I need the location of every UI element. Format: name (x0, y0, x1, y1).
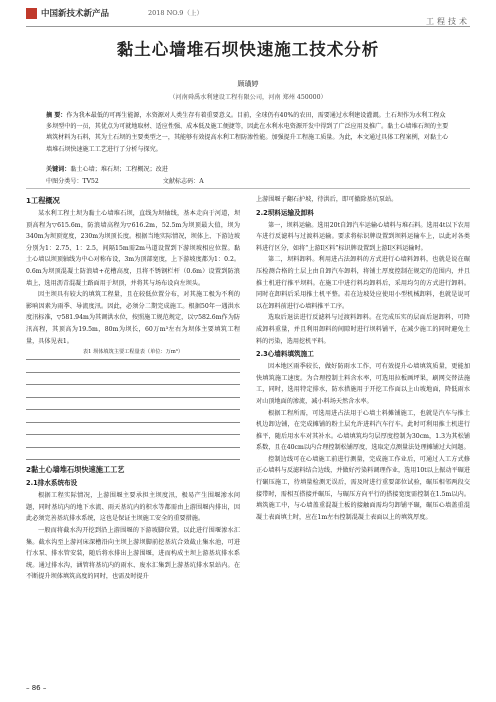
header-rule (26, 26, 470, 27)
subsection-heading: 2.3心墙料填筑施工 (256, 350, 314, 359)
classification-line (46, 176, 450, 185)
abstract (46, 110, 450, 155)
issue-number: 2018 NO.9（上） (148, 9, 203, 17)
keywords-text: 黏土心墙；堆石坝；工程概况；改进 (70, 166, 168, 173)
table-row (26, 410, 240, 423)
table-row (26, 435, 240, 448)
clc-number: 中图分类号：TV52 (46, 178, 99, 185)
table-row (26, 385, 240, 398)
paragraph: 某水利工程土坝为黏土心墙堆石坝，直线为坝轴线，基本走向于河道，坝顶高程为▽615.6m，防浪墙高程为▽616.2m，52.5m为坝顶最大值，坝为340m为坝顶宽度，230m为坝顶长度。根据当地实际情况，坝体上、下游边坡分别为1：2.75、1：2.5，间隔15m需2m马道设置到下游坝坡相应位置。黏土心墙以坝顶轴线为中心对称布设，3m为顶部宽度，上下游坡度都为1：0.2。0.6m为坝顶混凝土防浪墙+花槽高度，且将不锈钢栏杆（0.6m）设置到防浪墙上，选用沥青混凝土路面用于坝顶，并将其与场布设向左坝头。 (26, 210, 240, 287)
journal-logo-icon (26, 8, 37, 19)
table-row (26, 422, 240, 435)
publication-name: 中国新技术新产品 (41, 9, 110, 19)
column-name: 工程技术 (426, 17, 470, 26)
abstract-rule (26, 188, 470, 189)
page-number: – 86 – (26, 684, 47, 692)
author-affiliation: （河南舜禹水利建设工程有限公司，河南 郑州 450000） (169, 94, 327, 101)
left-column (26, 194, 240, 583)
paragraph: 一般而将截水沟开挖到沿上游围堰的下游坡脚位置，以此进行围堰渗水汇集。截水沟至上游河床深槽沿向主坝上游坝脚前挖基坑合效截止集水池，可进行水泵、排水管安装，随后将水排出上游围堰，进而构成主坝上游基坑排水系统。通过排水沟，涵管将基坑内的雨水、废水汇集到上游基坑排水泵站内。在不断提升坝体填筑高度的同时，也需及时提升 (26, 526, 240, 581)
paragraph: 第一，坝料运输。选用20t自卸汽车运输心墙料与堆石料。选用4t以下农用车进行反滤料与过渡料运输。要求将标识牌设置到坝料运输车上，以此对各类料进行区分，如将“上游Ⅰ区料”标识牌设置到上游Ⅰ区料运输时。 (256, 221, 470, 252)
paragraph: 因本地区雨季较长，做好防雨水工作，可有效提升心墙填筑质量，更能加快填筑施工速度。为合理控制土料含水率，可选用拉板画坪果，刷网交替法施工，同时，选用特定排水，防水措施用于开挖工作面以上山坡地面，降低雨水对山顶地面的渗流，减小料场天然含水率。 (256, 363, 470, 405)
subsection-heading: 2.1排水系统布设 (26, 479, 78, 488)
table-row (26, 360, 240, 373)
section-heading: 1工程概况 (26, 196, 60, 205)
table-caption: 表1 坝体填筑主要工程量表（单位：万m³） (82, 349, 184, 356)
table-row (26, 372, 240, 385)
table-1 (26, 359, 240, 460)
abstract-text: 作为我本最低的可再生能源，水资源对人类生存有着重要意义。目前，全球仍有40%的农田，需要通过水利建设灌溉。土石坝作为水利工程众多坝型中的一员，其优点为可就地取材、适应性强、成本低及施工便捷等，因此在水利水电资源开发中得到了广泛应用及推广。黏土心墙堆石坝的主要填筑材料为石料，其为土石坝的主要类型之一，其能够有效提高水利工程防渗性能。加强提升工程施工质量。为此，本文通过具体工程案例，对黏土心墙堆石坝快速施工工艺进行了分析与探究。 (46, 112, 449, 153)
subsection-heading: 2.2坝料运输及卸料 (256, 208, 314, 217)
paragraph: 上游围堰子翻石护坡，待洪后，即可撤除基坑泵站。 (256, 196, 398, 203)
table-row (26, 397, 240, 410)
abstract-label: 摘 要： (46, 112, 67, 119)
paper-title: 黏土心墙堆石坝快速施工技术分析 (116, 40, 380, 59)
table-row (26, 447, 240, 460)
paragraph: 选取后退法进行反滤料与过渡料卸料。在完成压实的层面后退卸料，可降成卸料重量，并且利用卸料的间隙时进行坝料铺平，在减少施工的同时避免土料的污染，选用挖机平料。 (256, 314, 470, 345)
paragraph: 控制边线可在心墙施工前进行测量，完成施工作业后，可通过人工方式修正心墙料与反滤料结合边线，并做好污染料调理作业，选用10t以上振动平碾进行碾压施工，待填量检测无误后，需及时进行重要部位试验，碾压相邻两段交接带时，需相互搭接并碾压，与碾压方向平行的搭接宽度需控制在1.5m以内。填筑施工中，与心墙盖重混凝土板的接触面需均匀卸铺平碾，碾压心墙盖重混凝土表面填土时，应在1m左右控制混凝土表面以上的填筑厚度。 (256, 455, 470, 521)
paragraph: 因主坝具有较大的填筑工程量，且在较低位置分布，对其施工极为不利的影响因素为雨季、导流度汛。因此，必须分二期完成施工。根据50年一遇洪水度汛标准，▽581.94m为其调洪水位，按照施工规范规定，以▽582.6m作为防汛高程，其顶高为19.5m，80m为坝长，60万m³左右为坝体主要填筑工程量，具体见表1。 (26, 291, 240, 345)
section-heading: 2黏土心墙堆石坝快速施工工艺 (26, 465, 125, 475)
paragraph: 第二，坝料卸料。利用进占法卸料的方式进行心墙料卸料，也就是说在碾压检测合格的土层上由自卸汽车卸料，将铺土厚度控制在规定的范围内，并且推土机进行推平坝料。在施工中进行料均卸料后，采用均匀的方式进行卸料。同时在卸料后采用推土机平整。若在边坡处应使用小型机械卸料，也就是说可以在卸料前进行心墙料推平工序。 (256, 256, 470, 310)
paragraph: 根据工程所需，可选用进占法用于心墙土料摊铺施工，也就是汽车与推土机边卸边铺，在完成摊铺的粉土层允许进料汽车行车。此时可利用推土机进行推平，随后用水车对其补水。心墙填筑均匀层厚度控制为30cm，1.3为其松铺系数，且在40cm以内合理控制松铺厚度，选取定点测量法处理摊铺过大问题。 (256, 409, 470, 452)
right-column (256, 194, 470, 523)
keywords (46, 164, 450, 173)
journal-header (26, 6, 470, 24)
paragraph: 根据工程实际情况，上游围堰主要承担主坝度汛，极易产生围堰渗水问题，同时基坑内的地下水流、雨天基坑内的积水等都需由上游围堰内排出，因此必须完善基坑排水系统，这也是保证主坝施工安全的重要措施。 (26, 492, 240, 523)
author-name: 顾璜婷 (237, 80, 259, 88)
document-code: 文献标志码：A (162, 178, 204, 185)
keywords-label: 关键词： (46, 166, 71, 173)
